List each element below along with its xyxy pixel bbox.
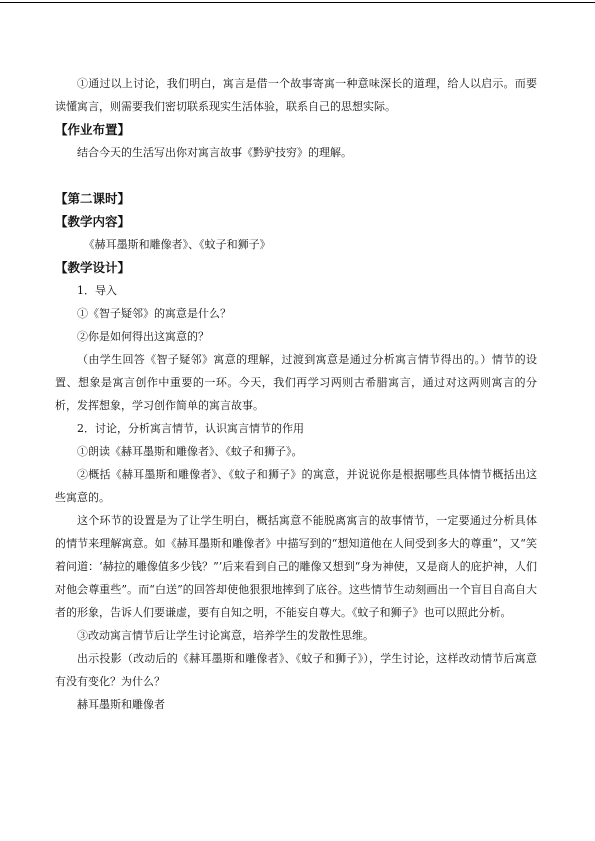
fable-title: 赫耳墨斯和雕像者 xyxy=(77,698,165,711)
heading-second-lesson: 【第二课时】 xyxy=(55,191,131,206)
paragraph-intro-explanation: （由学生回答《智子疑邻》寓意的理解，过渡到寓意是通过分析寓言情节得出的。）情节的设置、想象是寓言创作中重要的一环。今天，我们再学习两则古希腊寓言，通过对这两则寓言的分析，发挥想象，学习创作简单的寓言故事。 xyxy=(55,353,537,412)
header-rule xyxy=(0,2,595,3)
paragraph-teaching-content: 《赫耳墨斯和雕像者》、《蚊子和狮子》 xyxy=(83,238,271,251)
heading-teaching-content: 【教学内容】 xyxy=(55,214,131,229)
heading-homework: 【作业布置】 xyxy=(55,122,131,137)
step-intro: 1．导入 xyxy=(77,284,117,297)
blank-line xyxy=(55,164,537,187)
paragraph-analysis: 这个环节的设置是为了让学生明白，概括寓意不能脱离寓言的故事情节，一定要通过分析具体的情节来理解寓意。如《赫耳墨斯和雕像者》中描写到的“想知道他在人间受到多大的尊重”，又“笑着问道：‘赫拉的雕像值多少钱？”’后来看到自己的雕像又想到“身为神使，又是商人的庇护神，人们对他会尊重些”。而“白送”的回答却使他狠狠地摔到了底谷。这些情节生动刻画出一个盲目自高自大者的形象，告诉人们要谦虚，要有自知之明，不能妄自尊大。《蚊子和狮子》也可以照此分析。 xyxy=(55,514,537,619)
paragraph-projection: 出示投影（改动后的《赫耳墨斯和雕像者》、《蚊子和狮子》），学生讨论，这样改动情节后寓意有没有变化？为什么？ xyxy=(55,652,537,688)
item-summarize: ②概括《赫耳墨斯和雕像者》、《蚊子和狮子》的寓意，并说说你是根据哪些具体情节概括出这些寓意的。 xyxy=(55,468,537,504)
item-read-aloud: ①朗读《赫耳墨斯和雕像者》、《蚊子和狮子》。 xyxy=(77,445,303,458)
question-two: ②你是如何得出这寓意的？ xyxy=(77,330,209,343)
step-discussion: 2．讨论，分析寓言情节，认识寓言情节的作用 xyxy=(77,422,304,435)
question-one: ①《智子疑邻》的寓意是什么？ xyxy=(77,307,231,320)
paragraph-homework: 结合今天的生活写出你对寓言故事《黔驴技穷》的理解。 xyxy=(77,146,352,159)
heading-teaching-design: 【教学设计】 xyxy=(55,260,131,275)
paragraph-conclusion: ①通过以上讨论，我们明白，寓言是借一个故事寄寓一种意味深长的道理，给人以启示。而要读懂寓言，则需要我们密切联系现实生活体验，联系自己的思想实际。 xyxy=(55,77,537,113)
item-modify-plot: ③改动寓言情节后让学生讨论寓意，培养学生的发散性思维。 xyxy=(77,629,374,642)
document-body xyxy=(55,72,537,716)
